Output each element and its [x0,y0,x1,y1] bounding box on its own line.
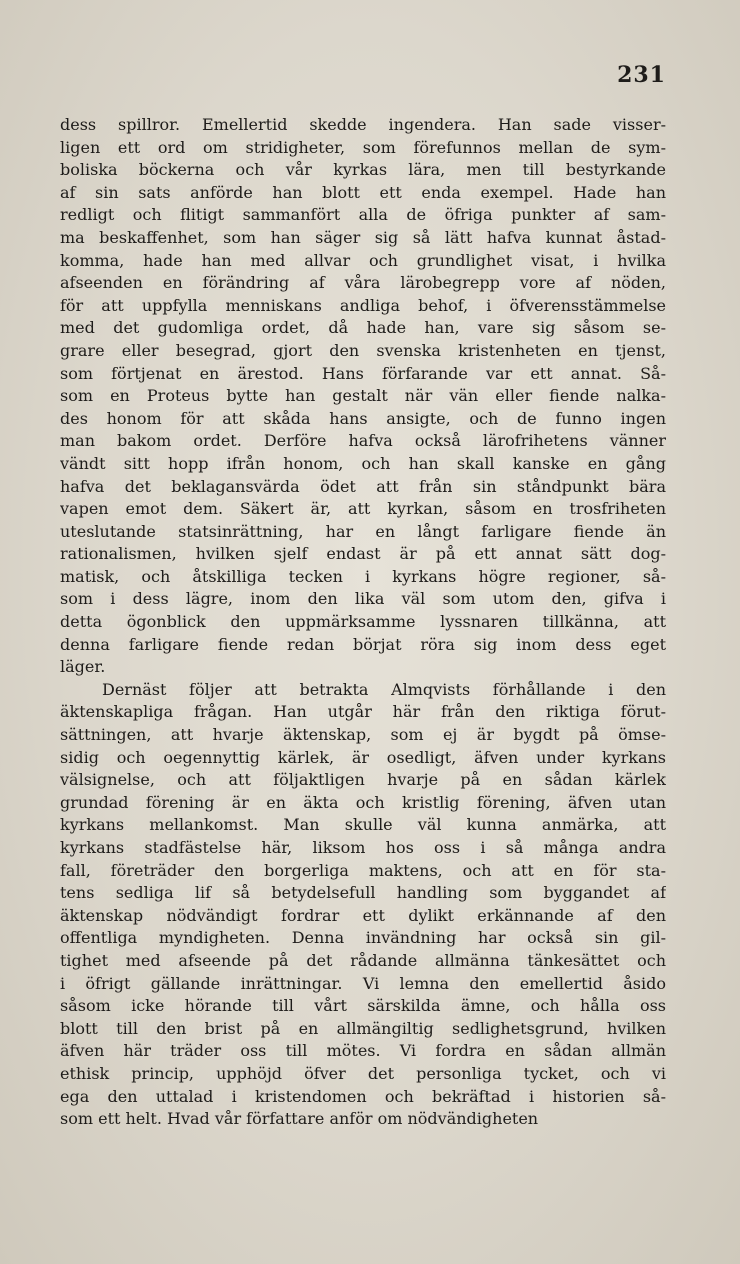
text-line: för att uppfylla menniskans andliga behof, i öfverensstämmelse [60,295,666,315]
text-line: kyrkans stadfästelse här, liksom hos oss i så många andra [60,838,666,857]
text-line: matisk, och åtskilliga tecken i kyrkans högre regioner, så- [60,566,666,586]
text-line: som förtjenat en ärestod. Hans förfarande var ett annat. Så- [60,363,666,383]
text-line: kyrkans mellankomst. Man skulle väl kunna anmärka, att [60,815,666,835]
text-line: rationalismen, hvilken sjelf endast är på ett annat sätt dog- [60,544,666,564]
text-line: detta ögonblick den uppmärksamme lyssnaren tillkänna, att [60,612,666,632]
text-line: såsom icke hörande till vårt särskilda ämne, och hålla oss [60,996,666,1016]
text-line: läger. [60,657,106,677]
text-line: dess spillror. Emellertid skedde ingendera. Han sade visser- [60,115,666,134]
text-line: som en Proteus bytte han gestalt när vän eller fiende nalka- [60,386,666,406]
text-line: i öfrigt gällande inrättningar. Vi lemna den emellertid åsido [60,973,666,993]
text-line: fall, företräder den borgerliga maktens, och att en för sta- [60,860,666,880]
text-line: boliska böckerna och vår kyrkas lära, men till bestyrkande [60,160,666,180]
text-line: sättningen, att hvarje äktenskap, som ej är bygdt på ömse- [60,725,666,745]
text-line: äfven här träder oss till mötes. Vi fordra en sådan allmän [60,1041,666,1061]
text-line: vändt sitt hopp ifrån honom, och han skall kanske en gång [60,453,666,473]
text-line: som ett helt. Hvad vår författare anför om nödvändigheten [60,1109,539,1129]
text-line: vapen emot dem. Säkert är, att kyrkan, såsom en trosfriheten [60,499,666,519]
text-line: tighet med afseende på det rådande allmänna tänkesättet och [60,950,666,970]
text-line: des honom för att skåda hans ansigte, och de funno ingen [60,408,666,428]
text-line: hafva det beklagansvärda ödet att från sin ståndpunkt bära [60,476,666,496]
text-line: offentliga myndigheten. Denna invändning har också sin gil- [60,928,666,948]
text-line: ega den uttalad i kristendomen och bekräftad i historien så- [60,1086,666,1106]
text-line: välsignelse, och att följaktligen hvarje på en sådan kärlek [60,770,666,790]
page-number: 231 [617,62,666,88]
text-line: af sin sats anförde han blott ett enda exempel. Hade han [60,182,666,202]
text-line: Dernäst följer att betrakta Almqvists förhållande i den [102,679,666,699]
text-line: uteslutande statsinrättning, har en långt farligare fiende än [60,521,666,541]
text-line: ethisk princip, upphöjd öfver det personliga tycket, och vi [60,1063,666,1083]
text-line: med det gudomliga ordet, då hade han, vare sig såsom se- [60,318,666,338]
text-line: blott till den brist på en allmängiltig sedlighetsgrund, hvilken [60,1018,666,1038]
text-line: sidig och oegennyttig kärlek, är osedligt, äfven under kyrkans [60,747,666,767]
text-line: grare eller besegrad, gjort den svenska kristenheten en tjenst, [60,340,666,360]
text-line: denna farligare fiende redan börjat röra sig inom dess eget [60,634,666,654]
text-line: afseenden en förändring af våra lärobegrepp vore af nöden, [60,273,666,293]
text-line: ma beskaffenhet, som han säger sig så lätt hafva kunnat åstad- [60,227,666,247]
body-text [60,114,666,1131]
text-line: ligen ett ord om stridigheter, som förefunnos mellan de sym- [60,137,666,157]
text-line: som i dess lägre, inom den lika väl som utom den, gifva i [60,589,666,609]
text-line: tens sedliga lif så betydelsefull handling som byggandet af [60,883,666,903]
text-line: redligt och flitigt sammanfört alla de öfriga punkter af sam- [60,205,666,225]
text-line: äktenskap nödvändigt fordrar ett dylikt erkännande af den [60,905,666,925]
text-line: komma, hade han med allvar och grundlighet visat, i hvilka [60,250,666,270]
text-line: äktenskapliga frågan. Han utgår här från den riktiga förut- [60,702,666,722]
text-line: grundad förening är en äkta och kristlig förening, äfven utan [60,792,666,812]
text-line: man bakom ordet. Derföre hafva också lärofrihetens vänner [60,431,666,451]
